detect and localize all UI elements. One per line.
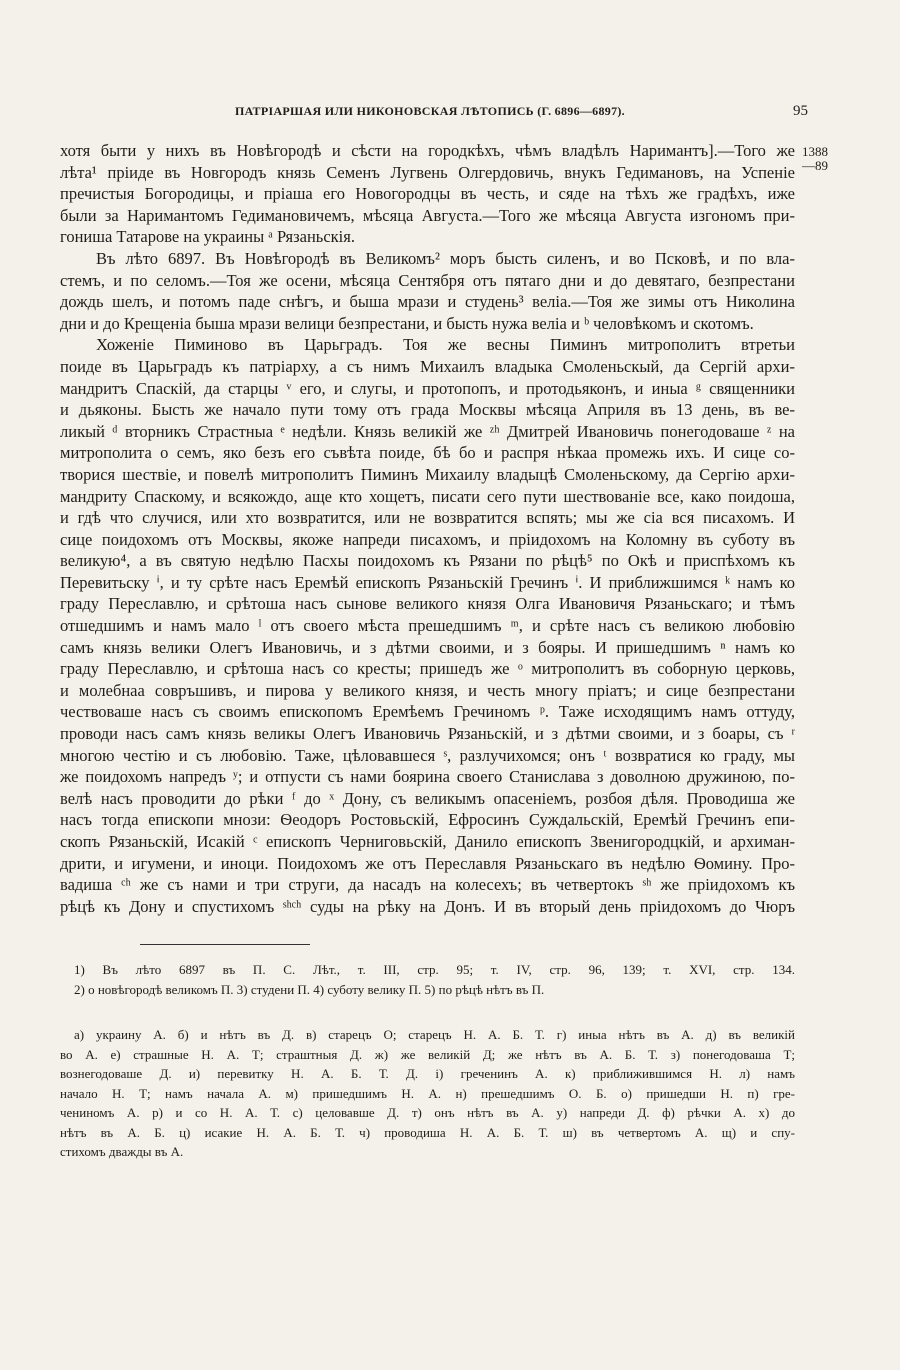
footnote-line: во А. е) страшные Н. А. Т; страштныя Д. ж) же великій Д; же нѣтъ въ А. Б. Т. з) понегодоваша Т; (60, 1046, 795, 1062)
text-line: стемъ, и по селомъ.—Тоя же осени, мѣсяца Сентября отъ пятаго дни и до девятаго, безпрестани (60, 270, 795, 290)
footnotes-lettered (60, 1025, 795, 1162)
footnote-line: стихомъ дважды въ А. (60, 1144, 184, 1159)
footnote-line: 1) Въ лѣто 6897 въ П. С. Лѣт., т. III, стр. 95; т. IV, стр. 96, 139; т. XVI, стр. 134. (74, 962, 795, 977)
text-line: и дьяконы. Бысть же начало пути тому отъ града Москвы мѣсяца Априля въ 13 день, въ ве- (60, 400, 795, 420)
margin-year-bottom: —89 (802, 158, 828, 173)
text-line: вадиша ᶜʰ же съ нами и три струги, да насадъ на колесехъ; въ четвертокъ ˢʰ же пріидохомъ къ (60, 875, 795, 895)
text-line: дни и до Крещеніа быша мрази велици безпрестани, и бысть нужа веліа и ᵇ человѣкомъ и скотомъ. (60, 313, 754, 333)
footnote-divider (140, 944, 310, 945)
text-line: гониша Татарове на украины ᵃ Рязаньскія. (60, 227, 355, 247)
text-line: отшедшимъ и намъ мало ˡ отъ своего мѣста прешедшимъ ᵐ, и срѣте насъ съ великою любовію (60, 616, 795, 636)
footnote-line: нѣтъ въ А. Б. ц) исакие Н. А. Б. Т. ч) проводиша Н. А. Б. Т. ш) въ четвертомъ А. щ) и спу- (60, 1124, 795, 1140)
text-line: многою честію и съ любовію. Таже, цѣловавшеся ˢ, разлучихомся; онъ ᵗ возвратися ко граду, мы (60, 745, 795, 765)
running-head: ПАТРІАРШАЯ ИЛИ НИКОНОВСКАЯ ЛѢТОПИСЬ (Г. 6896—6897). (235, 104, 625, 118)
text-line: творися шествіе, и повелѣ митрополитъ Пиминъ Михаилу владыцѣ Смоленьскому, да Сергію архи- (60, 464, 795, 484)
section-heading-line: Хоженіе Пиминово въ Царьградъ. Тоя же весны Пиминъ митрополитъ втретьи (96, 335, 795, 355)
text-line: лѣта¹ пріиде въ Новгородъ князь Семенъ Лугвень Олгердовичь, внукъ Гедимановъ, на Успеніе (60, 162, 795, 182)
text-line: самъ князь велики Олегъ Ивановичь, и з дѣтми своими, и з бояры. И пришедшимъ ⁿ намъ ко (60, 637, 795, 657)
text-line: велѣ насъ проводити до рѣки ᶠ до ˣ Дону, съ великымъ опасеніемъ, розбоя дѣля. Проводиша же (60, 788, 795, 808)
text-line: граду Переславлю, и срѣтоша насъ сынове великого князя Олга Ивановичя Рязаньскаго; и тѣмъ (60, 594, 795, 614)
text-line: великую⁴, а въ святую недѣлю Пасхы поидохомъ къ Рязани по рѣцѣ⁵ по Окѣ и приспѣхомъ къ (60, 551, 795, 571)
text-line: и гдѣ что случися, или хто возвратится, или не возвратится вспять; мы же сіа вся писахомъ. И (60, 508, 795, 528)
text-line: Въ лѣто 6897. Въ Новѣгородѣ въ Великомъ² моръ бысть силенъ, и во Псковѣ, и по вла- (96, 248, 795, 268)
text-line: дождь шелъ, и потомъ паде снѣгъ, и быша мрази и студень³ веліа.—Тоя же зимы отъ Николина (60, 292, 795, 312)
text-line: мандритъ Спаскій, да старцы ᵛ его, и слугы, и протопопъ, и протодьяконъ, и иныа ᵍ священники (60, 378, 795, 398)
text-line: пречистыя Богородицы, и пріаша его Новогородцы въ честь, и сяде на тѣхъ же градѣхъ, иже (60, 184, 795, 204)
text-line: чествоваше насъ съ своимъ епископомъ Еремѣемъ Гречиномъ ᵖ. Таже исходящимъ намъ оттуду, (60, 702, 795, 722)
body-text (60, 140, 795, 917)
text-line: Перевитьску ⁱ, и ту срѣте насъ Еремѣй епископъ Рязаньскій Гречинъ ⁱ. И приближшимся ᵏ намъ ко (60, 572, 795, 592)
text-line: проводи насъ самъ князь великы Олегъ Ивановичь Рязаньскій, и з дѣтми своими, и з боары, съ ʳ (60, 724, 795, 744)
text-line: поиде въ Царьградъ къ патріарху, а съ нимъ Михаилъ владыка Смоленьскый, да Сергій архи- (60, 356, 795, 376)
text-line: митрополита о семъ, яко безъ его съвѣта поиде, бѣ бо и распря нѣкаа промежь ихъ. И сице со- (60, 443, 795, 463)
text-line: мандриту Спаскому, и всякождо, аще кто хощетъ, писати сего пути шествованіе все, како поидоша, (60, 486, 795, 506)
text-line: и молебнаа совръшивъ, и пирова у великого князя, и честь многу пріатъ; и сице безпрестани (60, 680, 795, 700)
margin-year-top: 1388 (802, 144, 828, 159)
text-line: рѣцѣ къ Дону и спустихомъ ˢʰᶜʰ суды на рѣку на Донъ. И въ вторый день пріидохомъ до Чюръ (60, 896, 795, 916)
text-line: скопъ Рязаньскій, Исакій ᶜ епископъ Черниговьскій, Данило епископъ Звенигородцкій, и архиман- (60, 832, 795, 851)
text-line: были за Наримантомъ Гедимановичемъ, мѣсяца Августа.—Того же мѣсяца Августа изгономъ при- (60, 205, 795, 225)
text-line: граду Переславлю, и срѣтоша насъ со кресты; пришедъ же ᵒ митрополитъ въ соборную церковь, (60, 659, 795, 679)
text-line: хотя быти у нихъ въ Новѣгородѣ и сѣсти на городкѣхъ, чѣмъ владѣлъ Наримантъ].—Того же (60, 141, 795, 160)
footnotes-numbered (60, 960, 795, 999)
text-line: сице поидохомъ отъ Москвы, якоже напреди писахомъ, и пріидохомъ на Коломну въ суботу въ (60, 529, 795, 549)
text-line: же поидохомъ напредъ ʸ; и отпусти съ нами боярина своего Станислава з доволною дружиною, по- (60, 767, 795, 787)
margin-years (792, 145, 828, 173)
footnote-line: начало Н. Т; намъ начала А. м) пришедшимъ Н. А. н) прешедшимъ О. Б. о) пришедши Н. п) гре- (60, 1085, 795, 1101)
text-line: дрити, и игумени, и иноци. Поидохомъ же отъ Переславля Рязаньскаго въ недѣлю Ѳомину. Про- (60, 853, 795, 873)
text-line: ликый ᵈ вторникъ Страстныа ᵉ недѣли. Князь великій же ᶻʰ Дмитрей Ивановичь понегодоваше ᶻ на (60, 421, 795, 441)
footnote-line: чениномъ А. р) и со Н. А. Т. с) целовавше Д. т) онъ нѣтъ въ А. у) напреди Д. ф) рѣчки А. х) до (60, 1105, 795, 1120)
footnote-line: а) украину А. б) и нѣтъ въ Д. в) старецъ О; старецъ Н. А. Б. Т. г) иныа нѣтъ въ А. д) въ великій (74, 1027, 795, 1042)
footnote-line: вознегодоваше Д. и) перевитку Н. А. Б. Т. Д. і) греченинъ А. к) приближившимся Н. л) намъ (60, 1066, 795, 1081)
page-number: 95 (793, 103, 808, 119)
footnote-line: 2) о новѣгородѣ великомъ П. 3) студени П. 4) суботу велику П. 5) по рѣцѣ нѣтъ въ П. (74, 981, 545, 997)
text-line: насъ тогда епископи мнози: Ѳеодоръ Ростовьскій, Ефросинъ Суждальскій, Еремѣй Гречинъ епи- (60, 810, 795, 830)
